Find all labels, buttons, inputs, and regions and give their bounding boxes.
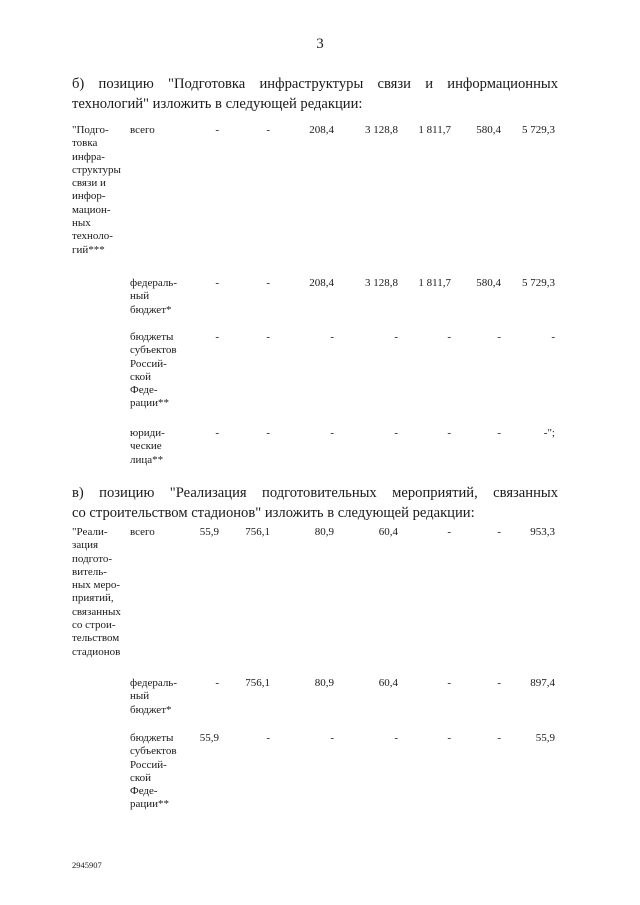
table-cell-value: - — [266, 277, 270, 289]
table-cell-value: 897,4 — [530, 677, 555, 689]
row-funding-source: всего — [130, 124, 155, 136]
table-cell-value: - — [394, 331, 398, 343]
table-cell-value: - — [215, 331, 219, 343]
table-cell-value: - — [330, 732, 334, 744]
table-cell-value: 55,9 — [199, 526, 219, 538]
section-v-line2: со строительством стадионов" изложить в следующей редакции: — [72, 505, 475, 521]
table-cell-value: 55,9 — [535, 732, 555, 744]
table-cell-value: 3 128,8 — [365, 124, 398, 136]
table-cell-value: - — [215, 124, 219, 136]
row-funding-source: федераль- ный бюджет* — [130, 677, 177, 716]
table-cell-value: 55,9 — [199, 732, 219, 744]
section-v-line1: в) позицию "Реализация подготовительных мероприятий, связанных — [72, 485, 558, 501]
row-funding-source: федераль- ный бюджет* — [130, 277, 177, 316]
section_v-position-label: "Реали- зация подгото- витель- ных меро- приятий, связанных со строи- тельством стадионов — [72, 526, 121, 658]
table-cell-value: 580,4 — [476, 124, 501, 136]
table-cell-value: - — [447, 526, 451, 538]
table-cell-value: - — [497, 526, 501, 538]
table-cell-value: 80,9 — [314, 526, 334, 538]
table-cell-value: - — [215, 277, 219, 289]
section-b-heading — [72, 74, 558, 114]
section-v-heading — [72, 483, 558, 523]
table-cell-value: 80,9 — [314, 677, 334, 689]
table-cell-value: 208,4 — [309, 277, 334, 289]
table-cell-value: - — [447, 331, 451, 343]
table-cell-value: 60,4 — [378, 677, 398, 689]
table-cell-value: - — [330, 331, 334, 343]
row-funding-source: юриди- ческие лица** — [130, 427, 165, 466]
table-cell-value: - — [497, 331, 501, 343]
document-code: 2945907 — [72, 860, 102, 870]
table-cell-value: - — [394, 732, 398, 744]
table-cell-value: - — [215, 677, 219, 689]
table-cell-value: - — [266, 427, 270, 439]
section_b-position-label: "Подго- товка инфра- структуры связи и инфор- мацион- ных техноло- гий*** — [72, 124, 121, 256]
table-cell-value: - — [551, 331, 555, 343]
table-cell-value: 208,4 — [309, 124, 334, 136]
table-cell-value: 60,4 — [378, 526, 398, 538]
table-cell-value: 756,1 — [245, 677, 270, 689]
row-funding-source: бюджеты субъектов Россий- ской Феде- рации** — [130, 331, 177, 410]
table-cell-value: - — [497, 427, 501, 439]
table-cell-value: 756,1 — [245, 526, 270, 538]
table-cell-value: - — [497, 677, 501, 689]
row-funding-source: бюджеты субъектов Россий- ской Феде- рации** — [130, 732, 177, 811]
section-b-line1: б) позицию "Подготовка инфраструктуры связи и информационных — [72, 76, 558, 92]
page-number: 3 — [316, 36, 324, 52]
row-funding-source: всего — [130, 526, 155, 538]
table-cell-value: 953,3 — [530, 526, 555, 538]
section-b-line2: технологий" изложить в следующей редакции: — [72, 96, 363, 112]
table-cell-value: - — [394, 427, 398, 439]
table-cell-value: 5 729,3 — [522, 124, 555, 136]
table-cell-value: - — [330, 427, 334, 439]
table-cell-value: - — [447, 677, 451, 689]
table-cell-value: - — [266, 732, 270, 744]
table-cell-value: 580,4 — [476, 277, 501, 289]
table-cell-value: 1 811,7 — [418, 277, 451, 289]
table-cell-value: 1 811,7 — [418, 124, 451, 136]
table-cell-value: - — [266, 124, 270, 136]
table-cell-value: - — [447, 427, 451, 439]
table-cell-value: 3 128,8 — [365, 277, 398, 289]
table-cell-value: - — [447, 732, 451, 744]
table-cell-value: 5 729,3 — [522, 277, 555, 289]
table-cell-value: - — [266, 331, 270, 343]
table-cell-value: - — [497, 732, 501, 744]
table-cell-value: -"; — [543, 427, 555, 439]
table-cell-value: - — [215, 427, 219, 439]
